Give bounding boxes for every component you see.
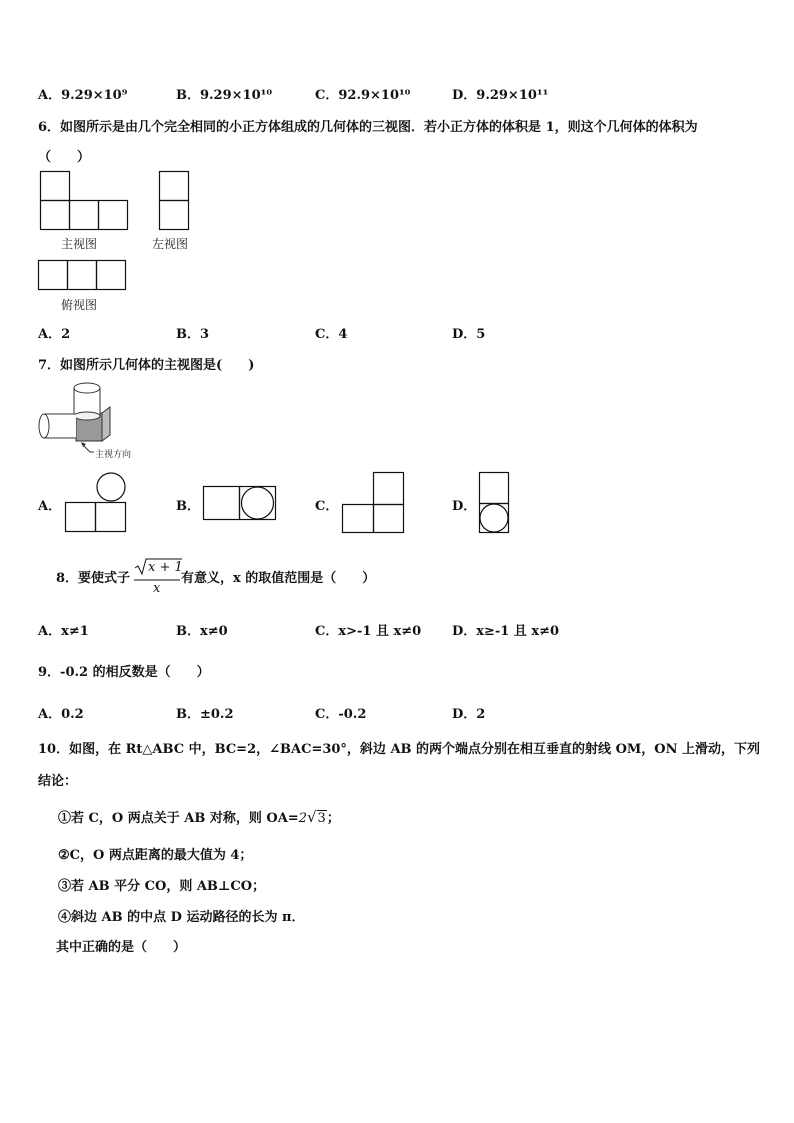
q10-ask: 其中正确的是（ ） bbox=[56, 940, 187, 955]
q6-option-b: B．3 bbox=[176, 327, 210, 342]
q8-option-a: A．x≠1 bbox=[38, 624, 89, 639]
q8-stem-pre: 8．要使式子 bbox=[56, 571, 131, 586]
q9-option-a: A．0.2 bbox=[38, 707, 84, 722]
q10-conclusion-4: ④斜边 AB 的中点 D 运动路径的长为 π． bbox=[58, 910, 305, 925]
q7-option-a-figure bbox=[65, 472, 127, 534]
q8-denominator: x bbox=[153, 581, 161, 596]
q5-option-a: A．9.29×10⁹ bbox=[38, 88, 128, 103]
q7-option-d-label: D． bbox=[452, 499, 477, 514]
q7-option-c-figure bbox=[342, 472, 406, 536]
q7-option-b-figure bbox=[203, 486, 277, 522]
q9-stem: 9．-0.2 的相反数是（ ） bbox=[38, 665, 210, 680]
q8-option-b: B．x≠0 bbox=[176, 624, 228, 639]
q10-conclusion-3: ③若 AB 平分 CO，则 AB⊥CO； bbox=[58, 879, 266, 894]
q7-option-c-label: C． bbox=[315, 499, 339, 514]
q7-option-b-label: B． bbox=[176, 499, 200, 514]
q10-c1-radicand: 3 bbox=[317, 811, 326, 826]
q7-view-direction-label: 主视方向 bbox=[95, 450, 132, 460]
sqrt-sign-icon: √ bbox=[306, 808, 317, 826]
q7-solid-figure bbox=[38, 380, 148, 460]
q7-option-a-label: A． bbox=[38, 499, 62, 514]
q6-caption-top: 俯视图 bbox=[61, 298, 98, 312]
q9-option-d: D．2 bbox=[452, 707, 486, 722]
q10-c1-post: ； bbox=[326, 811, 340, 826]
q8-numerator: x + 1 bbox=[148, 560, 183, 575]
q10-stem-line2: 结论： bbox=[38, 774, 78, 789]
q10-c1-coef: 2 bbox=[298, 811, 307, 826]
q6-caption-front: 主视图 bbox=[61, 237, 98, 251]
q6-stem: 6．如图所示是由几个完全相同的小正方体组成的几何体的三视图．若小正方体的体积是 1，则这个几何体的体积为 bbox=[38, 120, 698, 135]
q9-option-c: C．-0.2 bbox=[315, 707, 367, 722]
q5-option-b: B．9.29×10¹⁰ bbox=[176, 88, 273, 103]
q6-front-view-figure bbox=[40, 171, 130, 231]
q6-option-d: D．5 bbox=[452, 327, 486, 342]
q6-paren: （ ） bbox=[38, 150, 91, 165]
q6-option-c: C．4 bbox=[315, 327, 348, 342]
q7-stem: 7．如图所示几何体的主视图是( ) bbox=[38, 358, 255, 373]
q5-option-d: D．9.29×10¹¹ bbox=[452, 88, 549, 103]
q7-option-d-figure bbox=[479, 472, 511, 536]
q6-option-a: A．2 bbox=[38, 327, 71, 342]
q9-option-b: B．±0.2 bbox=[176, 707, 234, 722]
q8-option-c: C．x>-1 且 x≠0 bbox=[315, 624, 422, 639]
q6-caption-left: 左视图 bbox=[152, 237, 189, 251]
q5-option-c: C．92.9×10¹⁰ bbox=[315, 88, 411, 103]
q10-c1-text: ①若 C，O 两点关于 AB 对称，则 OA= bbox=[58, 811, 299, 826]
q10-conclusion-2: ②C，O 两点距离的最大值为 4； bbox=[58, 848, 253, 863]
q10-stem-line1: 10．如图，在 Rt△ABC 中，BC=2，∠BAC=30°，斜边 AB 的两个端点分别在相互垂直的射线 OM，ON 上滑动，下列 bbox=[38, 742, 761, 757]
q10-conclusion-1 bbox=[58, 807, 340, 826]
q6-left-view-figure bbox=[159, 171, 191, 231]
q6-top-view-figure bbox=[38, 260, 128, 292]
q8-stem-post: 有意义，x 的取值范围是（ ） bbox=[181, 571, 376, 586]
q8-option-d: D．x≥-1 且 x≠0 bbox=[452, 624, 560, 639]
